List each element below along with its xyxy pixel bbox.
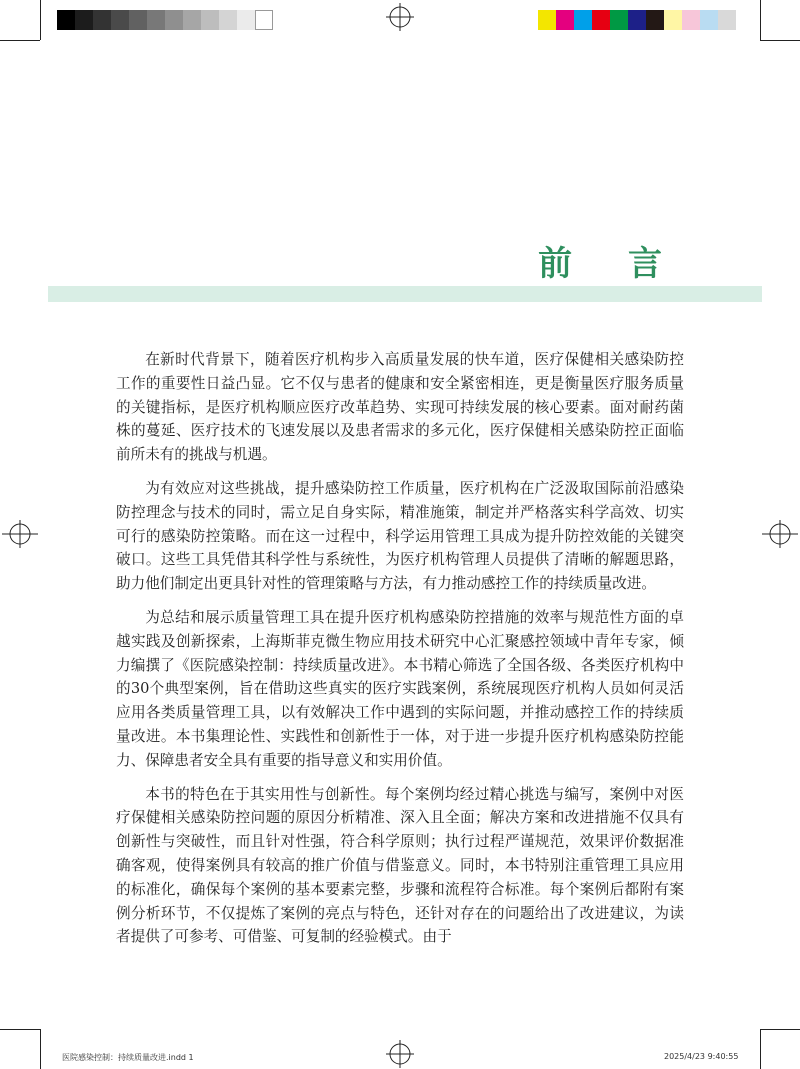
color-swatch: [75, 10, 93, 30]
process-color-bar: [538, 10, 736, 30]
page-title: 前 言: [538, 244, 684, 284]
paragraph: 为有效应对这些挑战，提升感染防控工作质量，医疗机构在广泛汲取国际前沿感染防控理念与技术的同时，需立足自身实际，精准施策，制定并严格落实科学高效、切实可行的感染防控策略。而在这一过程中，科学运用管理工具成为提升防控效能的关键突破口。这些工具凭借其科学性与系统性，为医疗机构管理人员提供了清晰的解题思路，助力他们制定出更具针对性的管理策略与方法，有力推动感控工作的持续质量改进。: [116, 479, 684, 593]
color-swatch: [183, 10, 201, 30]
color-swatch: [111, 10, 129, 30]
registration-mark-icon: [386, 3, 414, 31]
footer-timestamp: 2025/4/23 9:40:55: [664, 1052, 739, 1061]
color-swatch: [574, 10, 592, 30]
paragraph: 为总结和展示质量管理工具在提升医疗机构感染防控措施的效率与规范性方面的卓越实践及创新探索，上海斯菲克微生物应用技术研究中心汇聚感控领域中青年专家，倾力编撰了《医院感染控制：持续质量改进》。本书精心筛选了全国各级、各类医疗机构中的30个典型案例，旨在借助这些真实的医疗实践案例，系统展现医疗机构人员如何灵活应用各类质量管理工具，以有效解决工作中遇到的实际问题，并推动感控工作的持续质量改进。本书集理论性、实践性和创新性于一体，对于进一步提升医疗机构感染防控能力、保障患者安全具有重要的指导意义和实用价值。: [116, 608, 684, 769]
color-swatch: [201, 10, 219, 30]
color-swatch: [592, 10, 610, 30]
color-swatch: [628, 10, 646, 30]
color-swatch: [556, 10, 574, 30]
color-swatch: [646, 10, 664, 30]
color-swatch: [538, 10, 556, 30]
paragraph: 在新时代背景下，随着医疗机构步入高质量发展的快车道，医疗保健相关感染防控工作的重要性日益凸显。它不仅与患者的健康和安全紧密相连，更是衡量医疗服务质量的关键指标，是医疗机构顺应医疗改革趋势、实现可持续发展的核心要素。面对耐药菌株的蔓延、医疗技术的飞速发展以及患者需求的多元化，医疗保健相关感染防控正面临前所未有的挑战与机遇。: [116, 351, 684, 464]
color-swatch: [664, 10, 682, 30]
color-swatch: [610, 10, 628, 30]
color-swatch: [219, 10, 237, 30]
color-swatch: [682, 10, 700, 30]
color-swatch: [93, 10, 111, 30]
color-swatch: [129, 10, 147, 30]
registration-mark-icon: [762, 520, 798, 548]
registration-mark-icon: [386, 1040, 414, 1068]
paragraph: 本书的特色在于其实用性与创新性。每个案例均经过精心挑选与编写，案例中对医疗保健相关感染防控问题的原因分析精准、深入且全面；解决方案和改进措施不仅具有创新性与突破性，而且针对性强，符合科学原则；执行过程严谨规范，效果评价数据准确客观，使得案例具有较高的推广价值与借鉴意义。同时，本书特别注重管理工具应用的标准化，确保每个案例的基本要素完整，步骤和流程符合标准。每个案例后都附有案例分析环节，不仅提炼了案例的亮点与特色，还针对存在的问题给出了改进建议，为读者提供了可参考、可借鉴、可复制的经验模式。由于: [116, 785, 684, 946]
title-underline-band: [48, 286, 762, 302]
registration-mark-icon: [2, 520, 38, 548]
footer-file-name: 医院感染控制：持续质量改进.indd 1: [62, 1053, 194, 1062]
grayscale-color-bar: [57, 10, 273, 30]
color-swatch: [700, 10, 718, 30]
color-swatch: [237, 10, 255, 30]
color-swatch: [718, 10, 736, 30]
color-swatch: [57, 10, 75, 30]
color-swatch: [255, 10, 273, 30]
preface-body: [116, 348, 684, 959]
color-swatch: [165, 10, 183, 30]
color-swatch: [147, 10, 165, 30]
